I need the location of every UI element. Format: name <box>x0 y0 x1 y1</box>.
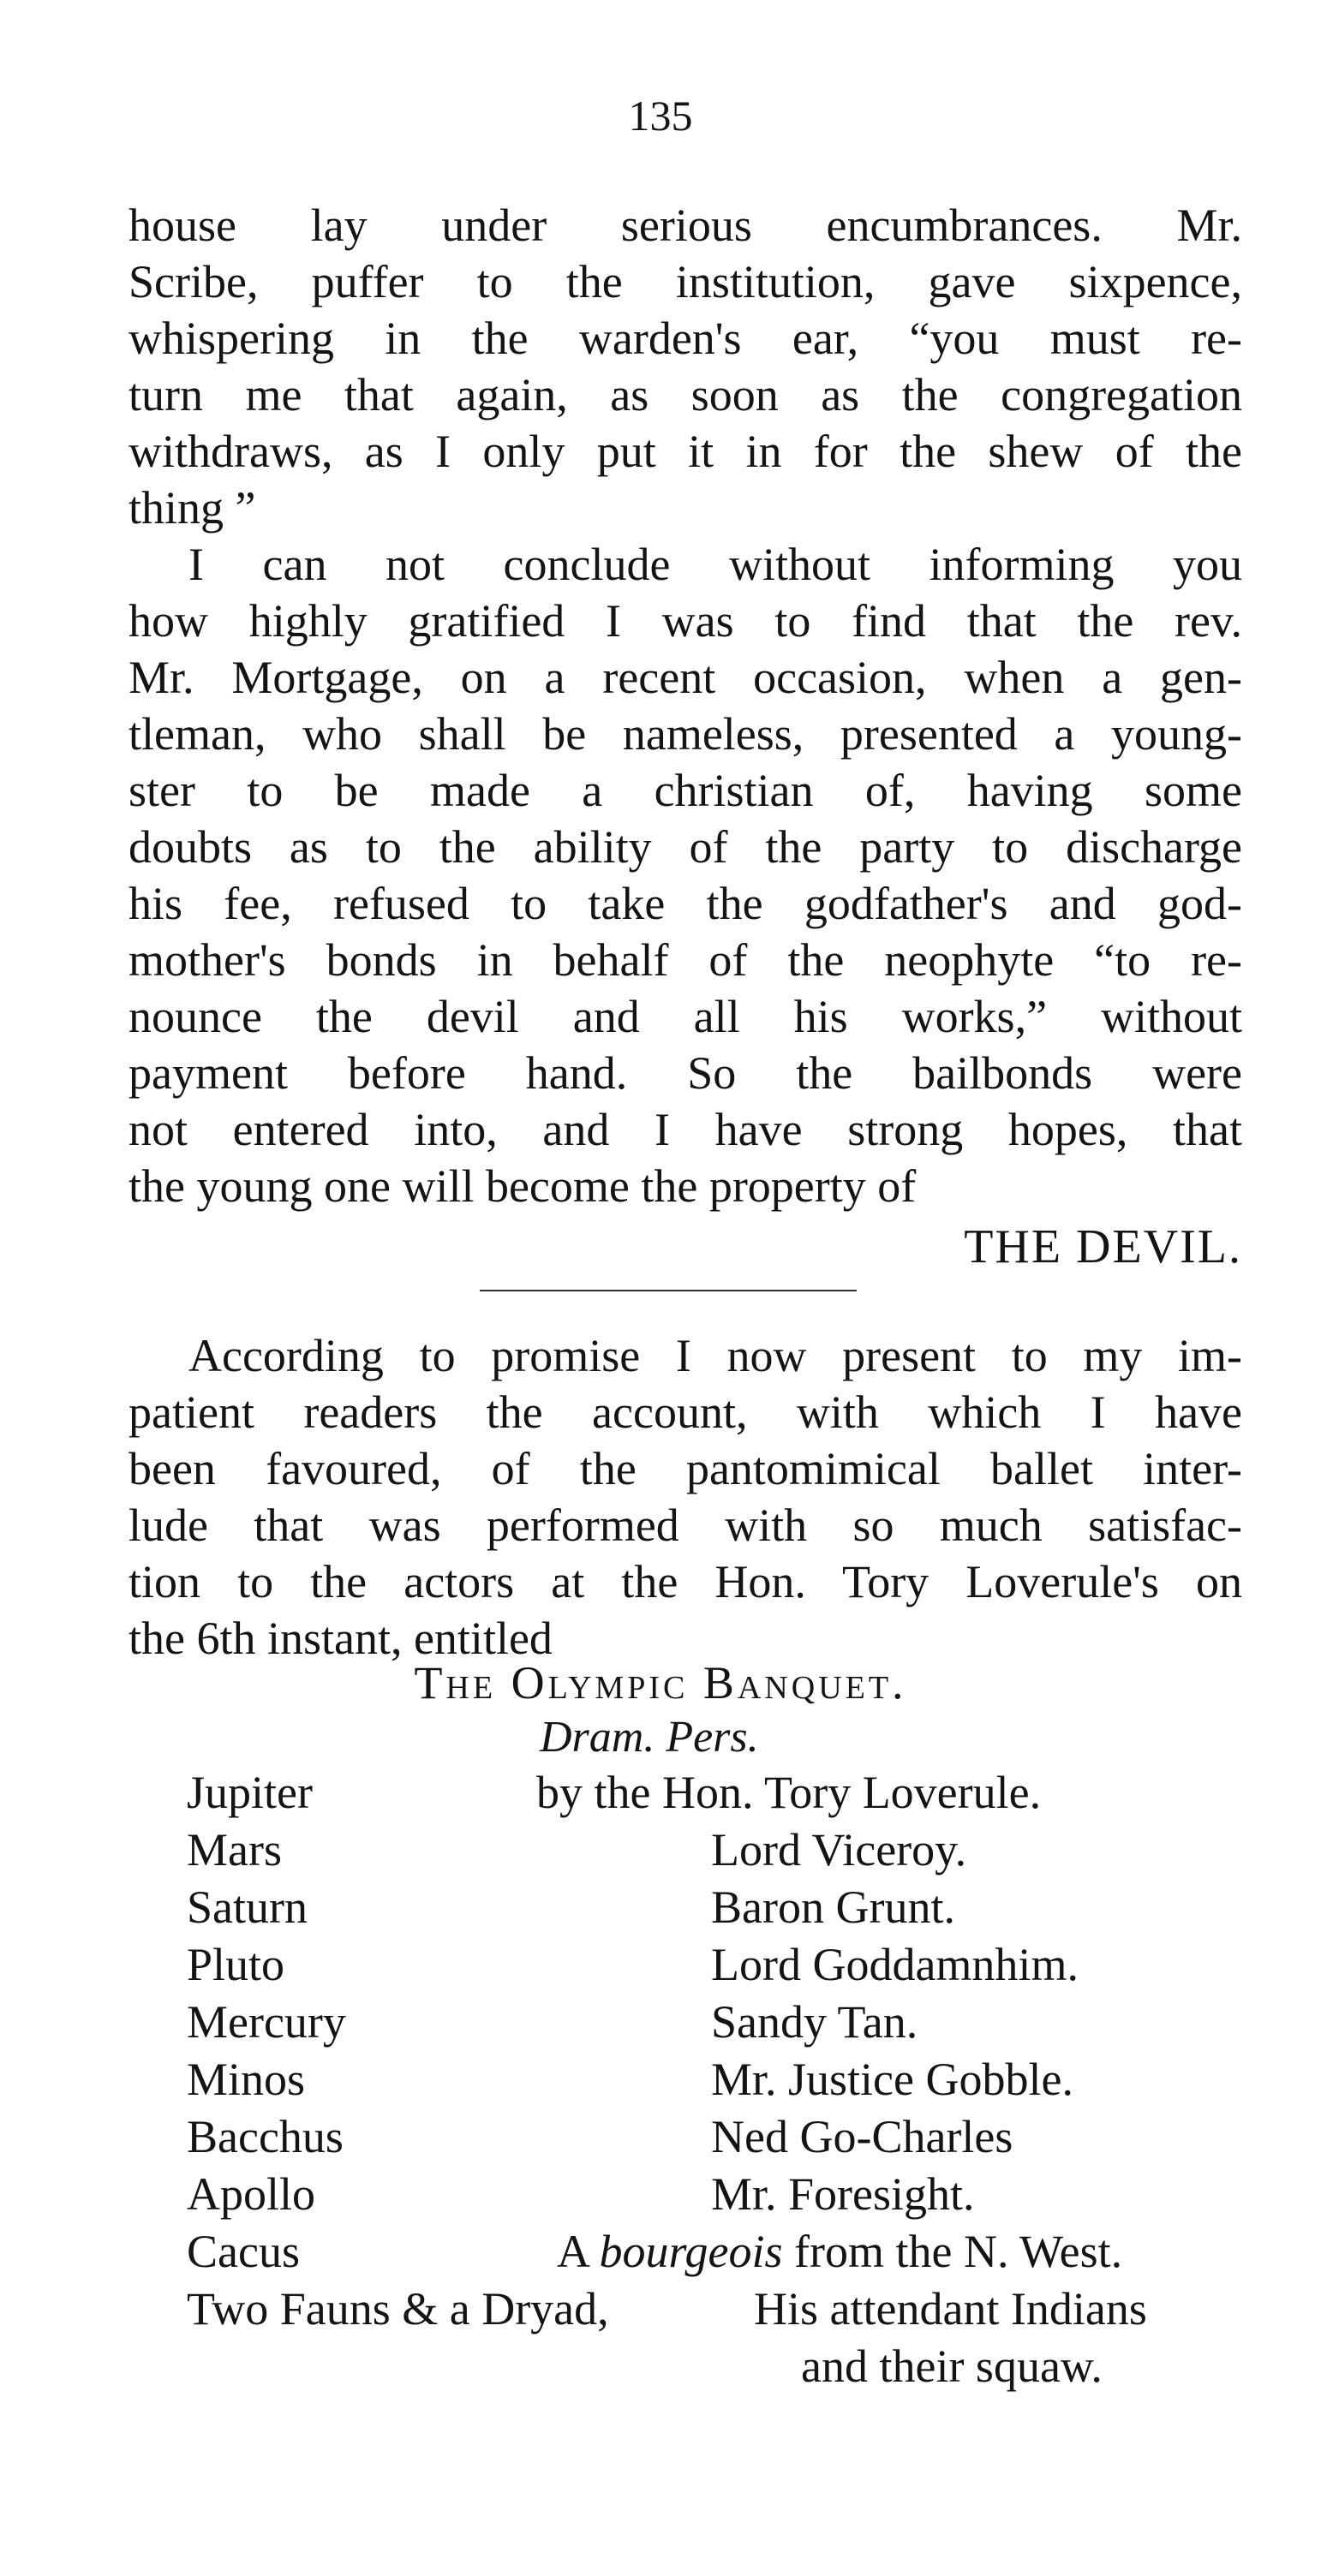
page-number: 135 <box>628 92 693 140</box>
cast-actor-suffix: from the N. West. <box>782 2226 1123 2277</box>
text-line: I can not conclude without informing you <box>188 539 1242 590</box>
text-line: nounce the devil and all his works,” without <box>129 991 1242 1042</box>
text-line: thing ” <box>129 482 256 534</box>
cast-actor-italic: bourgeois <box>599 2226 783 2277</box>
text-line: house lay under serious encumbrances. Mr. <box>129 200 1242 251</box>
cast-actor <box>557 2223 1122 2281</box>
text-line: how highly gratified I was to find that the rev. <box>129 595 1242 647</box>
cast-role: Mars <box>187 1824 282 1875</box>
text-block-upper <box>129 197 1242 1214</box>
cast-actor: Ned Go-Charles <box>711 2111 1013 2162</box>
text-line: tion to the actors at the Hon. Tory Loverule's on <box>129 1556 1242 1607</box>
cast-role: Apollo <box>187 2168 316 2220</box>
cast-row <box>0 1994 1321 2051</box>
text-line: withdraws, as I only put it in for the shew of the <box>129 426 1242 477</box>
cast-row <box>0 2281 1321 2338</box>
cast-actor: His attendant Indians <box>754 2283 1147 2334</box>
cast-row <box>0 1822 1321 1879</box>
text-line: turn me that again, as soon as the congregation <box>129 369 1242 420</box>
cast-list <box>0 1764 1321 2395</box>
text-line: doubts as to the ability of the party to discharge <box>129 821 1242 873</box>
text-line: ster to be made a christian of, having some <box>129 765 1242 816</box>
cast-row <box>0 2166 1321 2223</box>
cast-actor-prefix: A <box>557 2226 600 2277</box>
text-line: whispering in the warden's ear, “you must re- <box>129 313 1242 364</box>
text-line: According to promise I now present to my im- <box>188 1330 1242 1381</box>
cast-row <box>0 1764 1321 1822</box>
cast-role: Pluto <box>187 1939 285 1990</box>
cast-row <box>0 2338 1321 2395</box>
dramatis-personae-heading: Dram. Pers. <box>540 1713 759 1762</box>
text-line: the young one will become the property of <box>129 1160 917 1212</box>
text-block-lower <box>129 1327 1242 1667</box>
cast-row <box>0 1936 1321 1994</box>
text-line: patient readers the account, with which I have <box>129 1386 1242 1438</box>
text-line: Scribe, puffer to the institution, gave sixpence, <box>129 256 1242 307</box>
signature: THE DEVIL. <box>964 1220 1242 1273</box>
text-line: Mr. Mortgage, on a recent occasion, when a gen- <box>129 652 1242 703</box>
cast-actor: Lord Viceroy. <box>711 1824 967 1875</box>
section-divider <box>480 1290 857 1291</box>
cast-row <box>0 2223 1321 2281</box>
cast-actor: and their squaw. <box>801 2340 1103 2392</box>
text-line: the 6th instant, entitled <box>129 1613 553 1664</box>
text-line: tleman, who shall be nameless, presented a young- <box>129 708 1242 760</box>
cast-role: Saturn <box>187 1881 308 1933</box>
cast-role: Jupiter <box>187 1767 313 1818</box>
cast-actor: Lord Goddamnhim. <box>711 1939 1079 1990</box>
cast-actor: by the Hon. Tory Loverule. <box>536 1767 1042 1818</box>
cast-role: Mercury <box>187 1996 346 2048</box>
cast-actor: Mr. Justice Gobble. <box>711 2054 1073 2105</box>
text-line: been favoured, of the pantomimical ballet inter- <box>129 1443 1242 1494</box>
cast-row <box>0 2051 1321 2108</box>
cast-row <box>0 1879 1321 1936</box>
cast-role: Minos <box>187 2054 306 2105</box>
text-line: mother's bonds in behalf of the neophyte “to re- <box>129 934 1242 986</box>
play-title: The Olympic Banquet. <box>414 1657 907 1708</box>
cast-actor: Mr. Foresight. <box>711 2168 975 2220</box>
cast-actor: Baron Grunt. <box>711 1881 955 1933</box>
cast-role: Bacchus <box>187 2111 344 2162</box>
text-line: payment before hand. So the bailbonds were <box>129 1047 1242 1099</box>
text-line: not entered into, and I have strong hopes, that <box>129 1104 1242 1155</box>
text-line: lude that was performed with so much satisfac- <box>129 1500 1242 1551</box>
cast-actor: Sandy Tan. <box>711 1996 918 2048</box>
cast-role: Cacus <box>187 2226 300 2277</box>
cast-row <box>0 2108 1321 2166</box>
text-line: his fee, refused to take the godfather's and god- <box>129 878 1242 929</box>
cast-role: Two Fauns & a Dryad, <box>187 2283 609 2334</box>
